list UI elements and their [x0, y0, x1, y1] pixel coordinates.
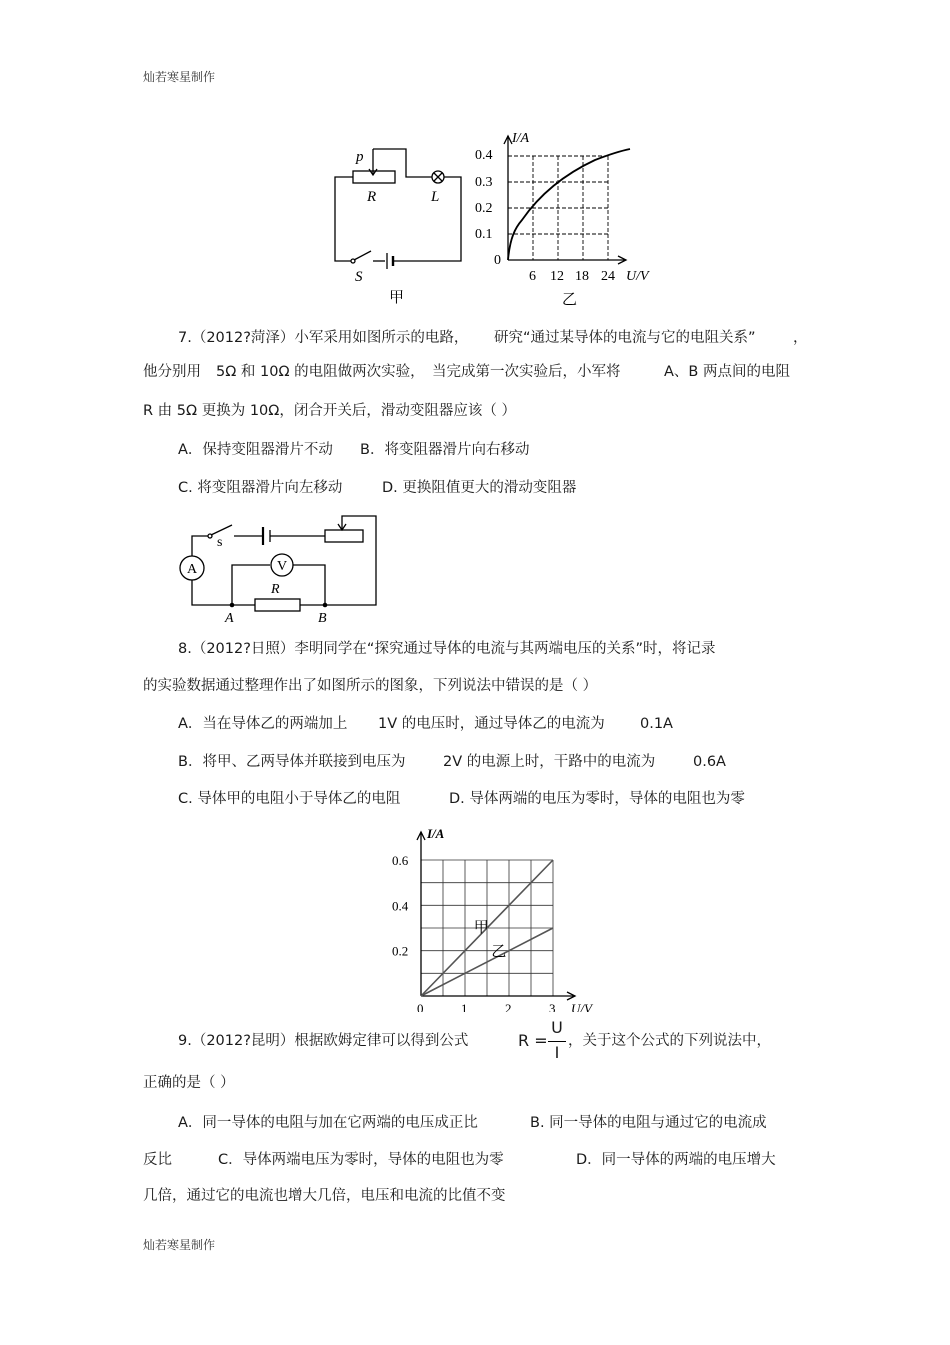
q9-formula-numerator: U [551, 1018, 563, 1037]
q9-line1b: ，关于这个公式的下列说法中， [568, 1033, 771, 1049]
slider-lead [373, 149, 432, 177]
q8-series-label-jia: 甲 [473, 920, 489, 936]
q9-option-a: A．同一导体的电阻与加在它两端的电压成正比 [178, 1115, 478, 1131]
right-wire [393, 177, 461, 261]
q8-xtick-label: 0 [417, 1001, 424, 1012]
q8-line1: 8.（2012?日照）李明同学在“探究通过导体的电流与其两端电压的关系”时，将记录 [178, 641, 716, 657]
graph-yi-ylabel: I/A [512, 131, 530, 146]
q8-ylabel: I/A [427, 826, 445, 841]
q7-line2b: 5Ω 和 10Ω 的电阻做两次实验， [216, 364, 425, 380]
q7-wire-left-bottom [192, 580, 255, 605]
label-R: R [367, 189, 377, 205]
q8-series-label-yi: 乙 [491, 943, 507, 960]
q9-option-b: B. 同一导体的电阻与通过它的电流成 [530, 1115, 767, 1131]
graph-yi [470, 128, 670, 310]
q7-option-c: C. 将变阻器滑片向左移动 [178, 480, 343, 496]
q8-ytick-label: 0.2 [392, 943, 409, 959]
q8-xtick-label: 1 [461, 1001, 468, 1012]
q7-label-s: s [217, 535, 223, 550]
page-footer: 灿若寒星制作 [143, 1238, 216, 1252]
q7-line1b: 研究“通过某导体的电流与它的电阻关系” [494, 330, 756, 346]
label-S: S [355, 269, 363, 285]
q9-line4a: 反比 [143, 1152, 172, 1168]
q7-node-a [230, 603, 235, 608]
q7-line2a: 他分别用 [143, 364, 201, 380]
q8-option-c: C. 导体甲的电阻小于导体乙的电阻 [178, 791, 401, 807]
graph-yi-xtick-3: 24 [601, 269, 615, 284]
q8-option-a-1: A．当在导体乙的两端加上 [178, 716, 348, 732]
q9-line2: 正确的是（ ） [143, 1075, 235, 1091]
q7-line2d: A、B 两点间的电阻 [664, 364, 790, 380]
q9-option-d: D．同一导体的两端的电压增大 [576, 1152, 776, 1168]
q7-line1a: 7.（2012?菏泽）小军采用如图所示的电路， [178, 330, 469, 346]
q9-line1a: 9.（2012?昆明）根据欧姆定律可以得到公式 [178, 1033, 469, 1049]
graph-yi-ytick-1: 0.3 [475, 175, 493, 190]
label-p: p [356, 149, 364, 165]
q8-xlabel: U/V [571, 1001, 592, 1012]
q8-ytick-label: 0.4 [392, 898, 409, 914]
q7-line1c: ， [793, 330, 808, 346]
q8-option-b-3: 0.6A [693, 754, 726, 770]
q8-option-d: D. 导体两端的电压为零时，导体的电阻也为零 [449, 791, 745, 807]
q9-line5: 几倍，通过它的电流也增大几倍，电压和电流的比值不变 [143, 1188, 506, 1204]
q7-option-d: D. 更换阻值更大的滑动变阻器 [382, 480, 577, 496]
q8-iu-chart [380, 816, 600, 1012]
q8-option-a-3: 0.1A [640, 716, 673, 732]
lamp-cross [434, 173, 442, 181]
graph-yi-origin: 0 [494, 253, 501, 268]
graph-yi-xtick-0: 6 [529, 269, 536, 284]
q9-formula-bar [548, 1041, 566, 1042]
q9-formula-lhs: R = [518, 1031, 548, 1050]
graph-yi-xtick-1: 12 [550, 269, 564, 284]
graph-yi-xlabel: U/V [626, 269, 649, 284]
q9-option-c: C．导体两端电压为零时，导体的电阻也为零 [218, 1152, 504, 1168]
q7-voltmeter-label: V [277, 559, 288, 574]
page-header: 灿若寒星制作 [143, 70, 216, 84]
q7-line2c: 当完成第一次实验后，小军将 [432, 364, 621, 380]
graph-yi-ytick-0: 0.4 [475, 148, 493, 163]
graph-yi-curve [508, 149, 630, 260]
graph-yi-xtick-2: 18 [575, 269, 589, 284]
q7-rheostat-body [325, 530, 363, 542]
q8-option-a-2: 1V 的电压时，通过导体乙的电流为 [378, 716, 605, 732]
q8-option-b-2: 2V 的电源上时，干路中的电流为 [443, 754, 656, 770]
graph-yi-grid [508, 156, 608, 260]
q7-ammeter-label: A [187, 562, 198, 577]
q8-line2: 的实验数据通过整理作出了如图所示的图象，下列说法中错误的是（ ） [143, 678, 598, 694]
q8-xtick-label: 2 [505, 1001, 512, 1012]
q7-label-point-b: B [318, 611, 327, 626]
q7-line3: R 由 5Ω 更换为 10Ω，闭合开关后，滑动变阻器应该（ ） [143, 403, 516, 419]
q7-label-point-a: A [225, 611, 234, 626]
graph-yi-ytick-3: 0.1 [475, 227, 493, 242]
circuit-diagram-jia [325, 135, 470, 310]
left-wire [335, 177, 353, 261]
q8-option-b-1: B．将甲、乙两导体并联接到电压为 [178, 754, 406, 770]
q7-wire-left-top [192, 536, 208, 556]
q8-ytick-label: 0.6 [392, 853, 409, 868]
q8-xtick-label: 3 [549, 1001, 556, 1012]
label-L: L [431, 189, 440, 205]
caption-jia: 甲 [389, 290, 405, 306]
switch-blade [354, 251, 371, 260]
caption-yi: 乙 [562, 292, 578, 308]
q7-label-R: R [271, 582, 280, 597]
q7-circuit-diagram [170, 508, 385, 626]
q7-resistor-R [255, 599, 300, 611]
q7-node-b [323, 603, 328, 608]
q7-wire-right [325, 516, 376, 605]
q9-formula-denominator: I [554, 1043, 560, 1062]
graph-yi-ytick-2: 0.2 [475, 201, 493, 216]
q7-option-b: B．将变阻器滑片向右移动 [360, 442, 530, 458]
q7-option-a: A．保持变阻器滑片不动 [178, 442, 333, 458]
q7-switch-blade [211, 525, 232, 535]
